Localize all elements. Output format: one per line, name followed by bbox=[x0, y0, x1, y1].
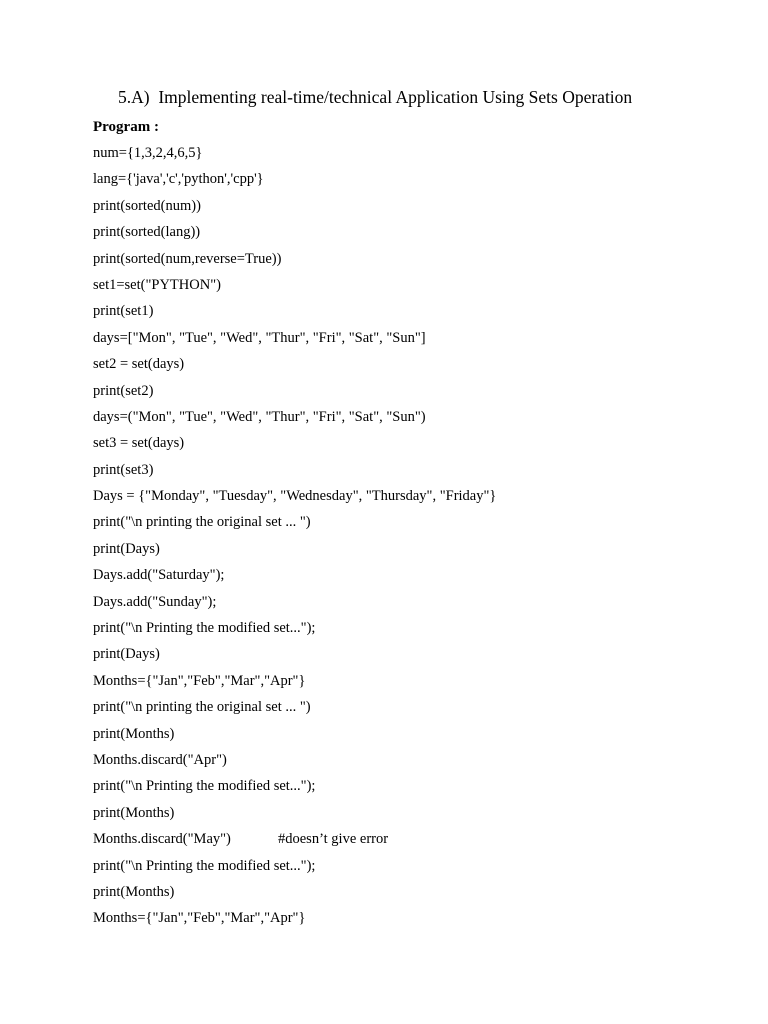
code-text: days=["Mon", "Tue", "Wed", "Thur", "Fri", "Sat", "Sun"] bbox=[93, 329, 426, 346]
code-text: Days.add("Sunday"); bbox=[93, 593, 217, 610]
code-line bbox=[93, 512, 496, 538]
code-text: print(Months) bbox=[93, 804, 175, 821]
code-text: Months.discard("Apr") bbox=[93, 751, 227, 768]
code-line bbox=[93, 671, 496, 697]
code-text: Months={"Jan","Feb","Mar","Apr"} bbox=[93, 672, 306, 689]
code-line bbox=[93, 856, 496, 882]
code-line bbox=[93, 196, 496, 222]
code-line bbox=[93, 222, 496, 248]
code-line bbox=[93, 301, 496, 327]
code-text: Days = {"Monday", "Tuesday", "Wednesday", "Thursday", "Friday"} bbox=[93, 488, 497, 505]
code-line bbox=[93, 697, 496, 723]
code-text: print(Days) bbox=[93, 540, 160, 557]
code-text: Months={"Jan","Feb","Mar","Apr"} bbox=[93, 910, 306, 927]
code-line bbox=[93, 776, 496, 802]
code-line bbox=[93, 460, 496, 486]
code-text: print("\n Printing the modified set..."); bbox=[93, 778, 316, 795]
code-text: print(sorted(lang)) bbox=[93, 224, 201, 241]
section-heading: 5.A) Implementing real-time/technical Application Using Sets Operation bbox=[118, 87, 633, 107]
code-line bbox=[93, 618, 496, 644]
code-text: Months.discard("May") bbox=[93, 831, 231, 848]
code-text: print(set1) bbox=[93, 303, 154, 320]
code-text: print(Months) bbox=[93, 725, 175, 742]
code-line bbox=[93, 882, 496, 908]
code-text: num={1,3,2,4,6,5} bbox=[93, 145, 203, 161]
code-text: print(sorted(num)) bbox=[93, 197, 201, 214]
code-line bbox=[93, 724, 496, 750]
code-text: lang={'java','c','python','cpp'} bbox=[93, 171, 264, 188]
code-text: set3 = set(days) bbox=[93, 435, 185, 452]
code-line bbox=[93, 565, 496, 591]
code-text: days=("Mon", "Tue", "Wed", "Thur", "Fri", "Sat", "Sun") bbox=[93, 408, 426, 425]
code-text: print("\n Printing the modified set..."); bbox=[93, 620, 316, 637]
code-line bbox=[93, 381, 496, 407]
code-text: print(set3) bbox=[93, 461, 154, 478]
code-text: print("\n Printing the modified set..."); bbox=[93, 857, 316, 874]
code-line bbox=[93, 143, 496, 169]
code-line bbox=[93, 328, 496, 354]
code-line bbox=[93, 750, 496, 776]
code-line bbox=[93, 486, 496, 512]
code-comment: #doesn’t give error bbox=[278, 831, 389, 848]
code-line bbox=[93, 908, 496, 934]
code-text: print("\n printing the original set ... ") bbox=[93, 699, 311, 716]
code-text: print("\n printing the original set ... ") bbox=[93, 514, 311, 531]
code-text: print(Months) bbox=[93, 883, 175, 900]
program-label: Program : bbox=[93, 119, 159, 135]
code-text: print(Days) bbox=[93, 646, 160, 663]
code-line bbox=[93, 433, 496, 459]
code-line bbox=[93, 407, 496, 433]
code-text: print(sorted(num,reverse=True)) bbox=[93, 250, 282, 267]
code-line bbox=[93, 644, 496, 670]
code-line bbox=[93, 829, 496, 855]
code-line bbox=[93, 249, 496, 275]
code-line bbox=[93, 275, 496, 301]
code-text: set2 = set(days) bbox=[93, 356, 185, 373]
code-listing bbox=[93, 143, 496, 935]
code-line bbox=[93, 592, 496, 618]
code-text: Days.add("Saturday"); bbox=[93, 567, 225, 584]
code-line bbox=[93, 169, 496, 195]
code-line bbox=[93, 803, 496, 829]
code-line bbox=[93, 539, 496, 565]
code-line bbox=[93, 354, 496, 380]
code-text: set1=set("PYTHON") bbox=[93, 276, 221, 293]
code-text: print(set2) bbox=[93, 382, 154, 399]
